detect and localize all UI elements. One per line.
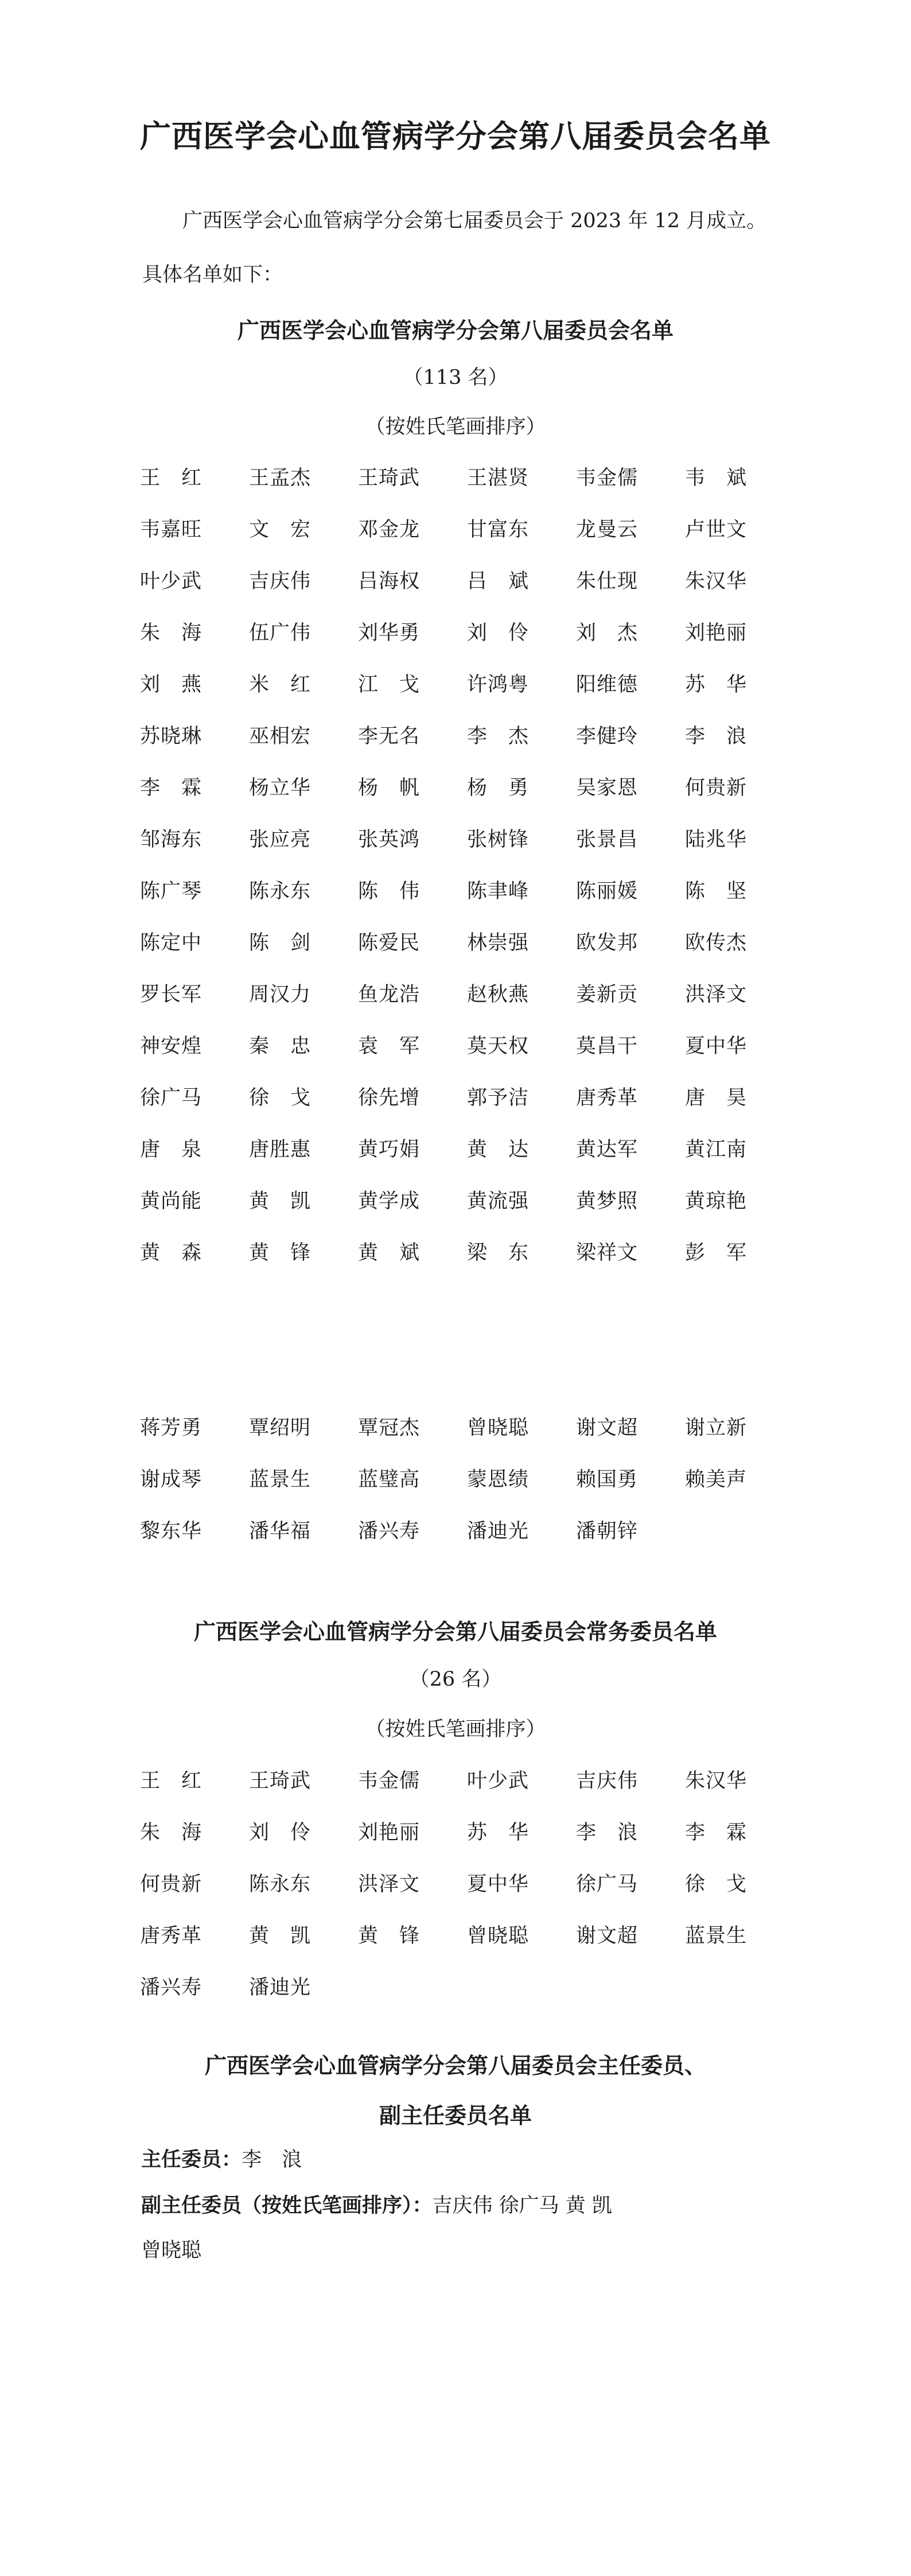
member-name: 王孟杰: [249, 467, 312, 490]
member-name: 黄 锋: [358, 1925, 421, 1947]
committee-names-grid: [140, 451, 782, 1277]
member-name: 覃绍明: [249, 1417, 312, 1440]
member-name: 谢文超: [576, 1925, 639, 1947]
member-name: 何贵新: [140, 1873, 203, 1896]
member-name: 赖美声: [685, 1468, 748, 1491]
member-name: 黄 凯: [249, 1925, 312, 1947]
member-name: 林崇强: [467, 932, 530, 955]
standing-title: 广西医学会心血管病学分会第八届委员会常务委员名单: [193, 1619, 717, 1644]
member-name: 姜新贡: [576, 983, 639, 1006]
member-name: 朱 海: [140, 622, 203, 645]
member-name: 徐广马: [140, 1087, 203, 1109]
leaders-title-line2: 副主任委员名单: [379, 2103, 532, 2128]
member-name: 刘艳丽: [685, 622, 748, 645]
member-name: 李 杰: [467, 725, 530, 748]
member-name: 夏中华: [467, 1873, 530, 1896]
member-name: 曾晓聪: [467, 1417, 530, 1440]
member-name: 陈广琴: [140, 880, 203, 903]
member-name: 叶少武: [140, 570, 203, 593]
member-name: 陆兆华: [685, 828, 748, 851]
member-name: 黄琼艳: [685, 1190, 748, 1213]
member-name: 王琦武: [249, 1770, 312, 1793]
member-name: 黄尚能: [140, 1190, 203, 1213]
member-name: 赖国勇: [576, 1468, 639, 1491]
member-name: 王湛贤: [467, 467, 530, 490]
member-name: 黄达军: [576, 1138, 639, 1161]
member-name: 黄梦照: [576, 1190, 639, 1213]
standing-order-note: （按姓氏笔画排序）: [365, 1718, 546, 1741]
member-name: 韦金儒: [358, 1770, 421, 1793]
member-name: 刘华勇: [358, 622, 421, 645]
member-name: 韦嘉旺: [140, 518, 203, 541]
member-name: 徐先增: [358, 1087, 421, 1109]
member-name: 欧发邦: [576, 932, 639, 955]
member-name: 张应亮: [249, 828, 312, 851]
member-name: 郭予洁: [467, 1087, 530, 1109]
member-name: 何贵新: [685, 777, 748, 800]
member-name: 朱 海: [140, 1821, 203, 1844]
member-name: 龙曼云: [576, 518, 639, 541]
member-name: 杨立华: [249, 777, 312, 800]
member-name: 王 红: [140, 1770, 203, 1793]
vice-chair-line: [141, 2190, 612, 2218]
vice-chair-label: 副主任委员（按姓氏笔画排序）：: [141, 2194, 433, 2217]
member-name: 黄流强: [467, 1190, 530, 1213]
committee-names-grid-continued: [140, 1400, 782, 1555]
member-name: 李健玲: [576, 725, 639, 748]
member-name: 江 戈: [358, 673, 421, 696]
member-name: 刘 伶: [467, 622, 530, 645]
member-name: 王琦武: [358, 467, 421, 490]
member-name: 韦 斌: [685, 467, 748, 490]
member-name: 刘 杰: [576, 622, 639, 645]
intro-paragraph: 广西医学会心血管病学分会第七届委员会于 2023 年 12 月成立。具体名单如下：: [142, 210, 767, 286]
member-name: 许鸿粤: [467, 673, 530, 696]
member-name: 唐胜惠: [249, 1138, 312, 1161]
member-name: 蒋芳勇: [140, 1417, 203, 1440]
committee-title: 广西医学会心血管病学分会第八届委员会名单: [237, 318, 673, 343]
member-name: 赵秋燕: [467, 983, 530, 1006]
member-name: 唐 昊: [685, 1087, 748, 1109]
member-name: 唐秀革: [140, 1925, 203, 1947]
member-name: 李无名: [358, 725, 421, 748]
member-name: 莫昌干: [576, 1035, 639, 1058]
chair-name: 李 浪: [242, 2148, 302, 2171]
member-name: 吴家恩: [576, 777, 639, 800]
standing-count: （26 名）: [409, 1668, 502, 1691]
member-name: 黄 斌: [358, 1242, 421, 1264]
member-name: 米 红: [249, 673, 312, 696]
member-name: 刘 燕: [140, 673, 203, 696]
member-name: 周汉力: [249, 983, 312, 1006]
member-name: 张景昌: [576, 828, 639, 851]
standing-names-grid: [140, 1753, 782, 2012]
member-name: 夏中华: [685, 1035, 748, 1058]
member-name: 陈永东: [249, 880, 312, 903]
member-name: 朱汉华: [685, 1770, 748, 1793]
member-name: 秦 忠: [249, 1035, 312, 1058]
member-name: 陈丽媛: [576, 880, 639, 903]
member-name: 黎东华: [140, 1520, 203, 1543]
member-name: 吉庆伟: [249, 570, 312, 593]
member-name: 欧传杰: [685, 932, 748, 955]
member-name: 谢文超: [576, 1417, 639, 1440]
member-name: 唐秀革: [576, 1087, 639, 1109]
member-name: 李 浪: [685, 725, 748, 748]
member-name: 张树锋: [467, 828, 530, 851]
member-name: 卢世文: [685, 518, 748, 541]
member-name: 袁 军: [358, 1035, 421, 1058]
member-name: 蓝璧高: [358, 1468, 421, 1491]
member-name: 蓝景生: [249, 1468, 312, 1491]
member-name: 谢立新: [685, 1417, 748, 1440]
member-name: 苏 华: [685, 673, 748, 696]
member-name: 蓝景生: [685, 1925, 748, 1947]
member-name: 徐 戈: [685, 1873, 748, 1896]
member-name: 陈永东: [249, 1873, 312, 1896]
member-name: 邓金龙: [358, 518, 421, 541]
member-name: 吕 斌: [467, 570, 530, 593]
member-name: 潘兴寿: [140, 1976, 203, 1999]
member-name: 陈爱民: [358, 932, 421, 955]
member-name: 黄 凯: [249, 1190, 312, 1213]
member-name: 陈定中: [140, 932, 203, 955]
member-name: 徐 戈: [249, 1087, 312, 1109]
vice-chair-names-continued: 曾晓聪: [141, 2239, 202, 2262]
member-name: 吉庆伟: [576, 1770, 639, 1793]
committee-order-note: （按姓氏笔画排序）: [365, 416, 546, 439]
member-name: 莫天权: [467, 1035, 530, 1058]
member-name: 潘兴寿: [358, 1520, 421, 1543]
member-name: 韦金儒: [576, 467, 639, 490]
member-name: 潘迪光: [467, 1520, 530, 1543]
member-name: 陈 伟: [358, 880, 421, 903]
member-name: 杨 帆: [358, 777, 421, 800]
member-name: 黄 森: [140, 1242, 203, 1264]
member-name: 李 霖: [685, 1821, 748, 1844]
member-name: 陈 坚: [685, 880, 748, 903]
member-name: 黄 达: [467, 1138, 530, 1161]
member-name: 张英鸿: [358, 828, 421, 851]
member-name: 刘艳丽: [358, 1821, 421, 1844]
member-name: 伍广伟: [249, 622, 312, 645]
member-name: 杨 勇: [467, 777, 530, 800]
member-name: 王 红: [140, 467, 203, 490]
member-name: 李 霖: [140, 777, 203, 800]
member-name: 神安煌: [140, 1035, 203, 1058]
member-name: 黄学成: [358, 1190, 421, 1213]
vice-chair-names: 吉庆伟 徐广马 黄 凯: [432, 2194, 612, 2217]
member-name: 陈 剑: [249, 932, 312, 955]
member-name: 覃冠杰: [358, 1417, 421, 1440]
member-name: 唐 泉: [140, 1138, 203, 1161]
member-name: 陈聿峰: [467, 880, 530, 903]
member-name: 甘富东: [467, 518, 530, 541]
member-name: 阳维德: [576, 673, 639, 696]
document-title: 广西医学会心血管病学分会第八届委员会名单: [140, 118, 771, 154]
member-name: 洪泽文: [358, 1873, 421, 1896]
member-name: 黄江南: [685, 1138, 748, 1161]
member-name: 叶少武: [467, 1770, 530, 1793]
member-name: 鱼龙浩: [358, 983, 421, 1006]
member-name: 苏 华: [467, 1821, 530, 1844]
member-name: 罗长军: [140, 983, 203, 1006]
member-name: 吕海权: [358, 570, 421, 593]
member-name: 苏晓琳: [140, 725, 203, 748]
member-name: 蒙恩绩: [467, 1468, 530, 1491]
chair-label: 主任委员：: [141, 2148, 242, 2171]
member-name: 梁祥文: [576, 1242, 639, 1264]
member-name: 潘迪光: [249, 1976, 312, 1999]
member-name: 彭 军: [685, 1242, 748, 1264]
member-name: 刘 伶: [249, 1821, 312, 1844]
member-name: 文 宏: [249, 518, 312, 541]
member-name: 曾晓聪: [467, 1925, 530, 1947]
chair-line: [141, 2144, 302, 2172]
member-name: 梁 东: [467, 1242, 530, 1264]
member-name: 徐广马: [576, 1873, 639, 1896]
member-name: 李 浪: [576, 1821, 639, 1844]
member-name: 朱仕现: [576, 570, 639, 593]
member-name: 潘华福: [249, 1520, 312, 1543]
committee-count: （113 名）: [403, 366, 508, 389]
member-name: 谢成琴: [140, 1468, 203, 1491]
member-name: 黄巧娟: [358, 1138, 421, 1161]
member-name: 朱汉华: [685, 570, 748, 593]
member-name: 黄 锋: [249, 1242, 312, 1264]
member-name: 洪泽文: [685, 983, 748, 1006]
leaders-title-line1: 广西医学会心血管病学分会第八届委员会主任委员、: [204, 2053, 706, 2078]
member-name: 巫相宏: [249, 725, 312, 748]
member-name: 潘朝锌: [576, 1520, 639, 1543]
member-name: 邹海东: [140, 828, 203, 851]
